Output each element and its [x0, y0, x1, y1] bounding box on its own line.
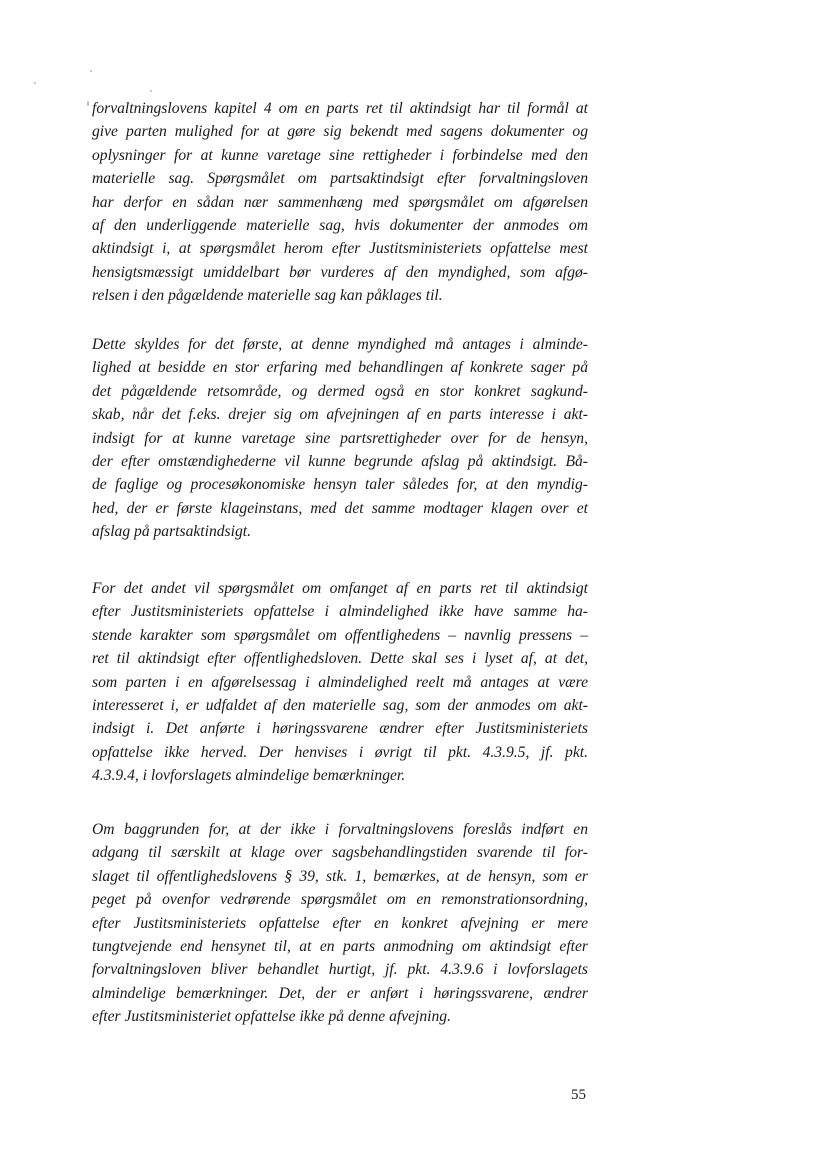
- text-line: interesseret i, er udfaldet af den materielle sag, som der anmodes om akt-: [92, 697, 588, 715]
- text-line: 4.3.9.4, i lovforslagets almindelige bemærkninger.: [92, 767, 406, 785]
- text-line: indsigt i. Det anførte i høringssvarene ændrer efter Justitsministeriets: [92, 720, 588, 738]
- paragraph-4: [92, 818, 588, 1029]
- text-line: det pågældende retsområde, og dermed også en stor konkret sagkund-: [92, 382, 588, 400]
- text-line: oplysninger for at kunne varetage sine rettigheder i forbindelse med den: [92, 146, 588, 164]
- text-line: Om baggrunden for, at der ikke i forvaltningslovens foreslås indført en: [92, 821, 588, 838]
- text-line: For det andet vil spørgsmålet om omfanget af en parts ret til aktindsigt: [92, 580, 588, 597]
- text-line: peget på ovenfor vedrørende spørgsmålet om en remonstrationsordning,: [92, 891, 588, 909]
- text-line: forvaltningslovens kapitel 4 om en parts ret til aktindsigt har til formål at: [92, 100, 588, 117]
- text-line: forvaltningsloven bliver behandlet hurtigt, jf. pkt. 4.3.9.6 i lovforslagets: [92, 961, 588, 979]
- text-line: skab, når det f.eks. drejer sig om afvejningen af en parts interesse i akt-: [92, 406, 588, 424]
- text-line: som parten i en afgørelsessag i almindelighed reelt må antages at være: [92, 673, 588, 691]
- text-line: materielle sag. Spørgsmålet om partsaktindsigt efter forvaltningsloven: [92, 170, 588, 188]
- text-line: stende karakter som spørgsmålet om offentlighedens – navnlig pressens –: [92, 626, 588, 644]
- text-line: give parten mulighed for at gøre sig bekendt med sagens dokumenter og: [92, 123, 588, 141]
- text-line: opfattelse ikke herved. Der henvises i øvrigt til pkt. 4.3.9.5, jf. pkt.: [92, 743, 588, 761]
- text-line: hed, der er første klageinstans, med det samme modtager klagen over et: [92, 499, 588, 517]
- scan-speck: [34, 82, 36, 84]
- text-line: indsigt for at kunne varetage sine partsrettigheder over for de hensyn,: [92, 429, 588, 447]
- scan-speck: [90, 70, 92, 72]
- text-line: efter Justitsministeriets opfattelse i almindelighed ikke have samme ha-: [92, 603, 588, 621]
- text-line: tungtvejende end hensynet til, at en parts anmodning om aktindsigt efter: [92, 938, 588, 956]
- paragraph-1: [92, 97, 588, 308]
- scan-speck: [150, 90, 152, 92]
- text-line: relsen i den pågældende materielle sag kan påklages til.: [92, 287, 443, 305]
- page-number: 55: [571, 1087, 586, 1103]
- text-line: slaget til offentlighedslovens § 39, stk. 1, bemærkes, at de hensyn, som er: [92, 867, 588, 885]
- paragraph-2: [92, 333, 588, 544]
- text-line: aktindsigt i, at spørgsmålet herom efter Justitsministeriets opfattelse mest: [92, 240, 588, 258]
- text-line: adgang til særskilt at klage over sagsbehandlingstiden svarende til for-: [92, 844, 588, 862]
- text-line: lighed at besidde en stor erfaring med behandlingen af konkrete sager på: [92, 359, 588, 377]
- paragraph-3: [92, 577, 588, 788]
- text-line: har derfor en sådan nær sammenhæng med spørgsmålet om afgørelsen: [92, 193, 588, 211]
- text-line: afslag på partsaktindsigt.: [92, 523, 251, 541]
- text-line: de faglige og procesøkonomiske hensyn taler således for, at den myndig-: [92, 476, 588, 494]
- text-line: hensigtsmæssigt umiddelbart bør vurderes af den myndighed, som afgø-: [92, 263, 588, 281]
- text-line: Dette skyldes for det første, at denne myndighed må antages i alminde-: [92, 336, 588, 353]
- text-line: af den underliggende materielle sag, hvis dokumenter der anmodes om: [92, 217, 588, 235]
- text-line: efter Justitsministeriet opfattelse ikke på denne afvejning.: [92, 1008, 451, 1026]
- text-line: der efter omstændighederne vil kunne begrunde afslag på aktindsigt. Bå-: [92, 453, 588, 471]
- text-line: ret til aktindsigt efter offentlighedsloven. Dette skal ses i lyset af, at det,: [92, 650, 588, 668]
- text-line: almindelige bemærkninger. Det, der er anført i høringssvarene, ændrer: [92, 984, 588, 1002]
- scan-speck: [87, 101, 89, 106]
- text-line: efter Justitsministeriets opfattelse efter en konkret afvejning er mere: [92, 914, 588, 932]
